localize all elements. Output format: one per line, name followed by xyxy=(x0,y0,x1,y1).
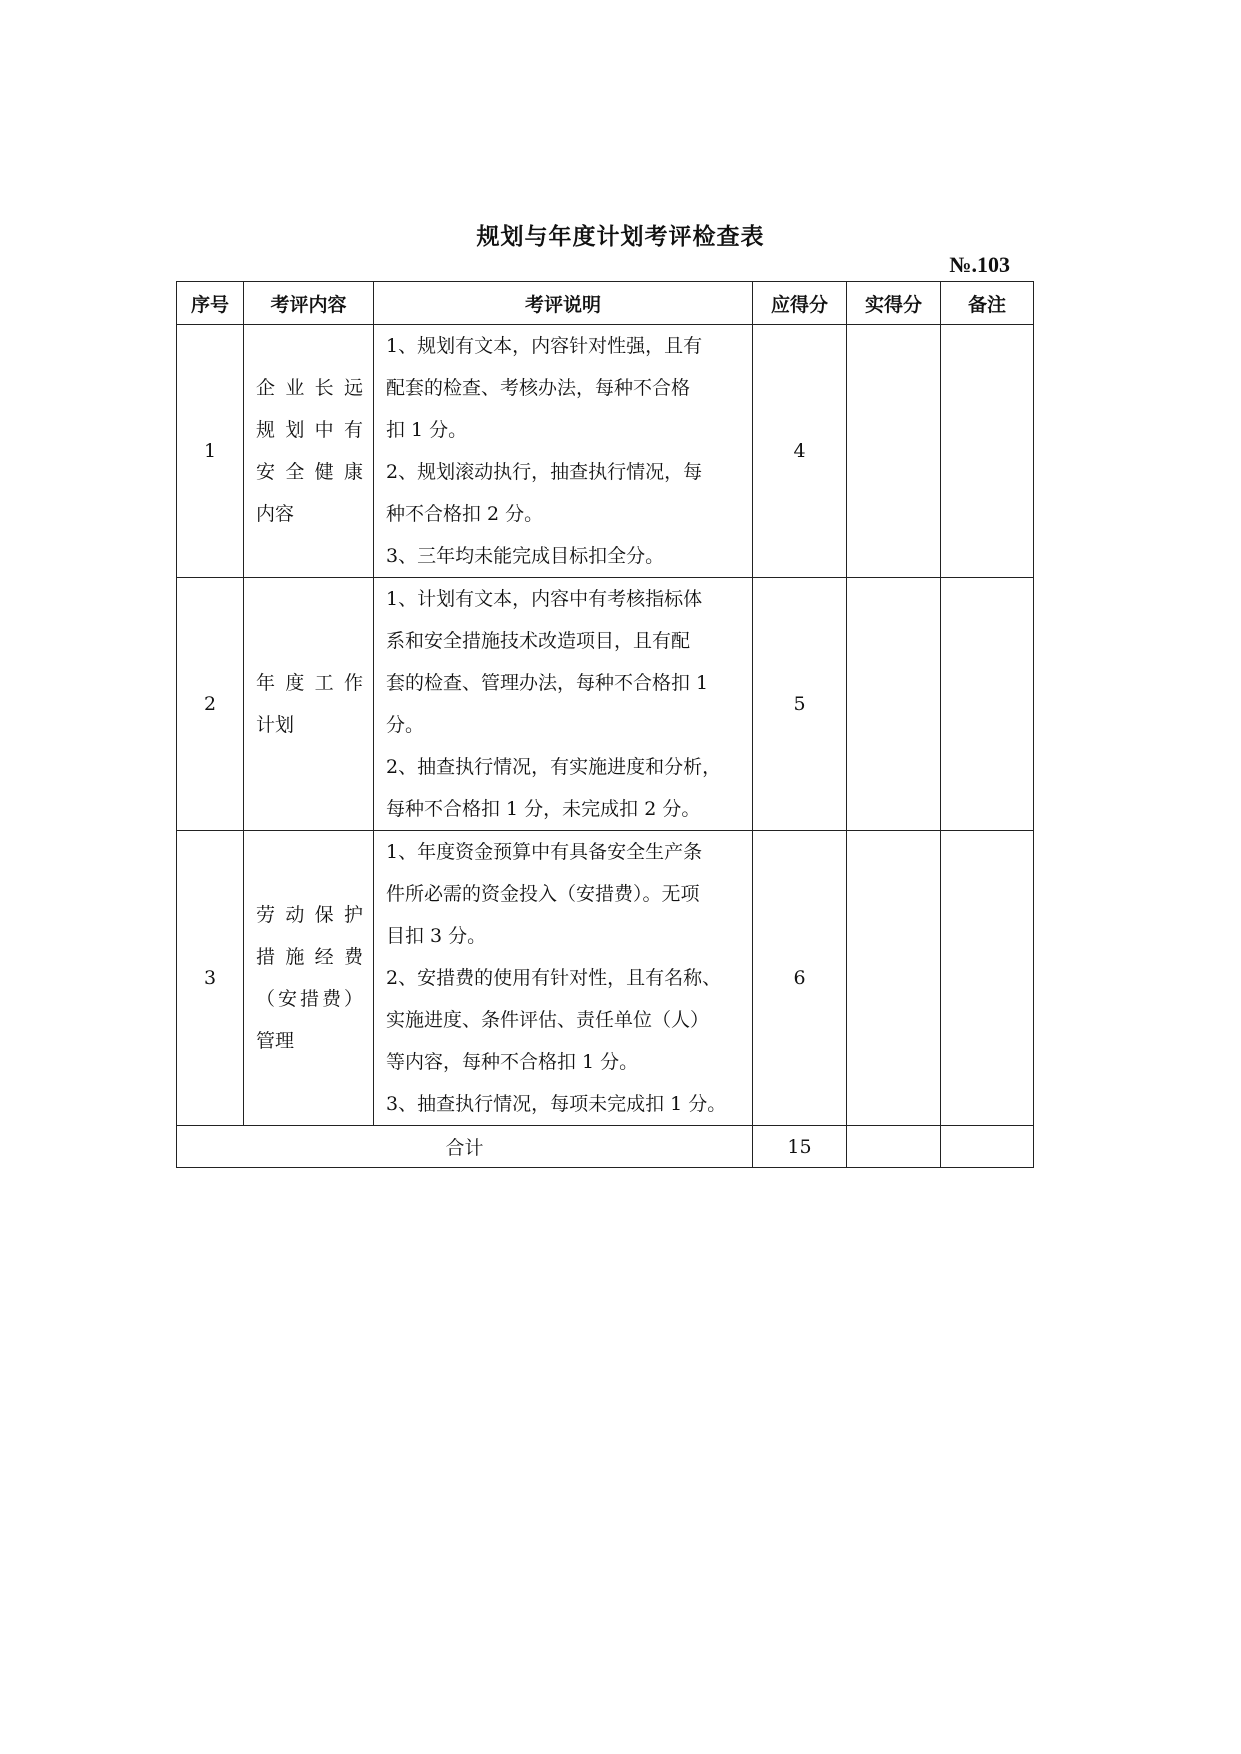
table-row xyxy=(177,831,1034,1126)
table-row xyxy=(177,325,1034,578)
content-line: 规划中有 xyxy=(256,419,363,441)
row-actual-score[interactable] xyxy=(847,831,941,1126)
description-line: 1、规划有文本，内容针对性强，且有 xyxy=(386,335,703,357)
total-actual-score[interactable] xyxy=(847,1126,941,1168)
header-actual-score: 实得分 xyxy=(847,282,941,325)
content-line: 劳动保护 xyxy=(256,904,363,926)
row-description xyxy=(374,831,753,1126)
content-line: 计划 xyxy=(256,714,295,736)
row-max-score: 5 xyxy=(753,578,847,831)
row-description xyxy=(374,578,753,831)
total-row xyxy=(177,1126,1034,1168)
content-line: （安措费） xyxy=(256,988,363,1010)
description-line: 每种不合格扣 1 分，未完成扣 2 分。 xyxy=(386,798,701,820)
document-title: 规划与年度计划考评检查表 xyxy=(476,224,765,250)
description-line: 3、抽查执行情况，每项未完成扣 1 分。 xyxy=(386,1093,727,1115)
description-line: 分。 xyxy=(386,714,425,736)
description-line: 2、安措费的使用有针对性，且有名称、 xyxy=(386,967,722,989)
row-seq: 3 xyxy=(177,831,244,1126)
description-line: 3、三年均未能完成目标扣全分。 xyxy=(386,545,665,567)
header-remarks: 备注 xyxy=(941,282,1034,325)
document-number: №.103 xyxy=(949,252,1010,277)
description-line: 2、规划滚动执行，抽查执行情况，每 xyxy=(386,461,703,483)
description-line: 1、年度资金预算中有具备安全生产条 xyxy=(386,841,703,863)
header-description: 考评说明 xyxy=(374,282,753,325)
row-description xyxy=(374,325,753,578)
content-line: 年度工作 xyxy=(256,672,363,694)
row-remarks[interactable] xyxy=(941,578,1034,831)
description-line: 目扣 3 分。 xyxy=(386,925,487,947)
content-line: 管理 xyxy=(256,1030,295,1052)
row-actual-score[interactable] xyxy=(847,578,941,831)
description-line: 种不合格扣 2 分。 xyxy=(386,503,544,525)
description-line: 扣 1 分。 xyxy=(386,419,468,441)
description-line: 等内容，每种不合格扣 1 分。 xyxy=(386,1051,639,1073)
row-actual-score[interactable] xyxy=(847,325,941,578)
table-row xyxy=(177,578,1034,831)
row-content xyxy=(244,578,374,831)
row-content xyxy=(244,325,374,578)
header-seq: 序号 xyxy=(177,282,244,325)
content-line: 措施经费 xyxy=(256,946,363,968)
row-seq: 2 xyxy=(177,578,244,831)
total-max-score: 15 xyxy=(753,1126,847,1168)
header-max-score: 应得分 xyxy=(753,282,847,325)
description-line: 系和安全措施技术改造项目，且有配 xyxy=(386,630,691,652)
row-content xyxy=(244,831,374,1126)
table-header-row xyxy=(177,282,1034,325)
content-line: 企业长远 xyxy=(256,377,363,399)
row-remarks[interactable] xyxy=(941,831,1034,1126)
row-seq: 1 xyxy=(177,325,244,578)
row-remarks[interactable] xyxy=(941,325,1034,578)
description-line: 件所必需的资金投入（安措费）。无项 xyxy=(386,883,700,905)
description-line: 配套的检查、考核办法，每种不合格 xyxy=(386,377,691,399)
row-max-score: 6 xyxy=(753,831,847,1126)
content-line: 内容 xyxy=(256,503,295,525)
description-line: 实施进度、条件评估、责任单位（人） xyxy=(386,1009,710,1031)
total-label: 合计 xyxy=(177,1126,753,1168)
evaluation-table xyxy=(176,281,1034,1168)
content-line: 安全健康 xyxy=(256,461,363,483)
description-line: 2、抽查执行情况，有实施进度和分析， xyxy=(386,756,722,778)
header-content: 考评内容 xyxy=(244,282,374,325)
description-line: 1、计划有文本，内容中有考核指标体 xyxy=(386,588,703,610)
total-remarks[interactable] xyxy=(941,1126,1034,1168)
row-max-score: 4 xyxy=(753,325,847,578)
description-line: 套的检查、管理办法，每种不合格扣 1 xyxy=(386,672,709,694)
